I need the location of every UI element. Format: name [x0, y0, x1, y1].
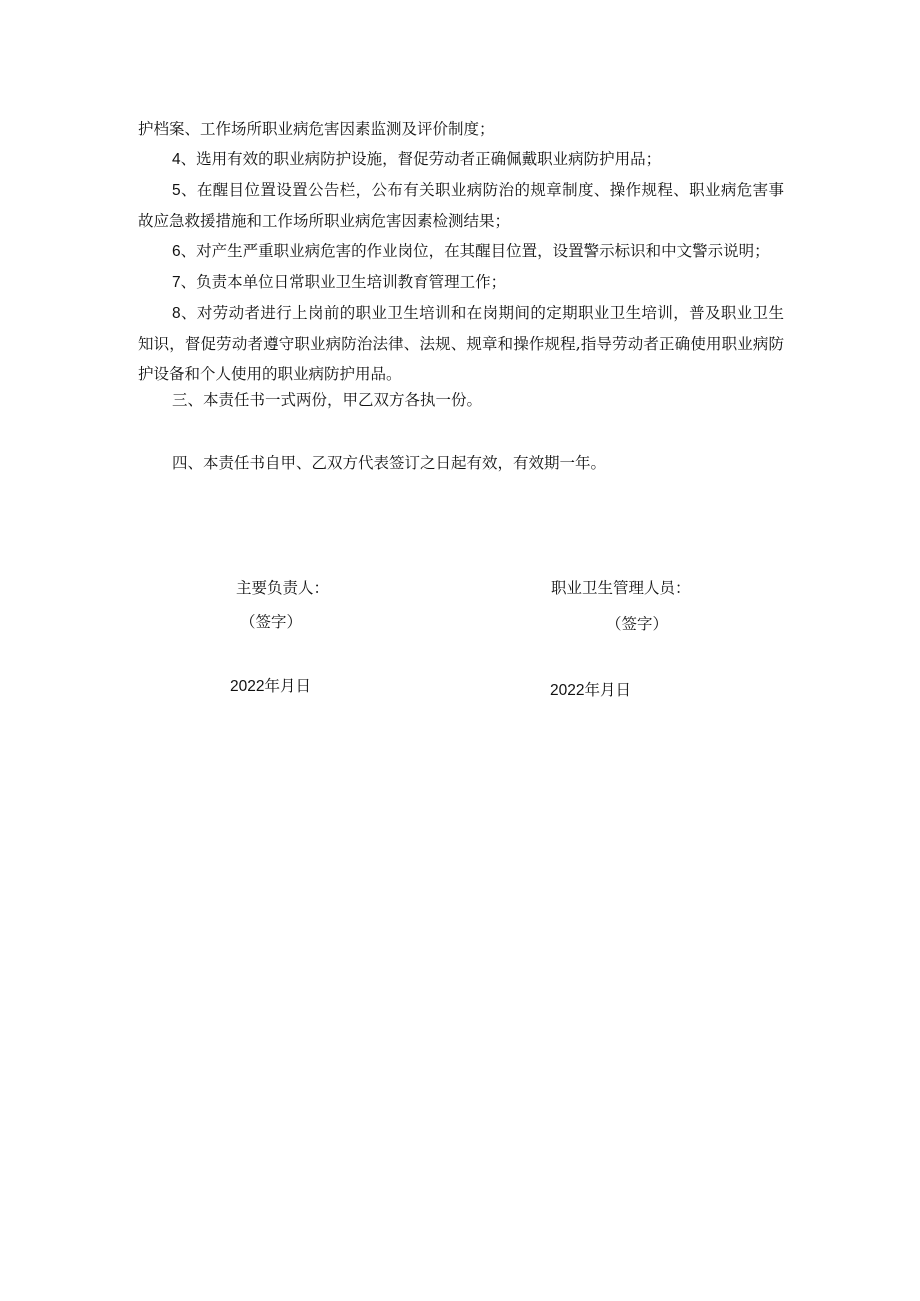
list-item	[138, 236, 784, 267]
item-number: 4	[172, 151, 181, 168]
clause-continuation-line: 护档案、工作场所职业病危害因素监测及评价制度；	[138, 120, 495, 138]
right-signatory-title: 职业卫生管理人员：	[551, 579, 691, 597]
right-sign-date: 2022年月日	[550, 682, 631, 699]
list-item	[138, 267, 784, 298]
clause-4-validity: 四、本责任书自甲、乙双方代表签订之日起有效，有效期一年。	[172, 454, 607, 472]
item-number: 5	[172, 182, 181, 199]
item-text: 、选用有效的职业病防护设施，督促劳动者正确佩戴职业病防护用品；	[180, 150, 662, 168]
right-sign-note: （签字）	[606, 615, 669, 633]
item-text: 、对产生严重职业病危害的作业岗位，在其醒目位置，设置警示标识和中文警示说明；	[180, 242, 770, 260]
left-sign-date: 2022年月日	[230, 678, 311, 695]
item-text: 、负责本单位日常职业卫生培训教育管理工作；	[180, 273, 507, 291]
list-item	[138, 144, 784, 175]
item-number: 8	[172, 305, 181, 322]
left-signatory-title: 主要负责人：	[236, 579, 330, 597]
item-number: 6	[172, 243, 181, 260]
left-sign-note: （签字）	[240, 613, 303, 631]
item-text: 、对劳动者进行上岗前的职业卫生培训和在岗期间的定期职业卫生培训，普及职业卫生知识，督促劳动者遵守职业病防治法律、法规、规章和操作规程,指导劳动者正确使用职业病防护设备和个人使用的职业病防护用品。	[138, 304, 784, 383]
clause-3-copies: 三、本责任书一式两份，甲乙双方各执一份。	[172, 391, 483, 409]
list-item	[138, 298, 784, 389]
item-text: 、在醒目位置设置公告栏，公布有关职业病防治的规章制度、操作规程、职业病危害事故应急救援措施和工作场所职业病危害因素检测结果；	[138, 181, 784, 230]
list-item	[138, 175, 784, 236]
item-number: 7	[172, 274, 181, 291]
clause-2-list	[138, 114, 784, 389]
